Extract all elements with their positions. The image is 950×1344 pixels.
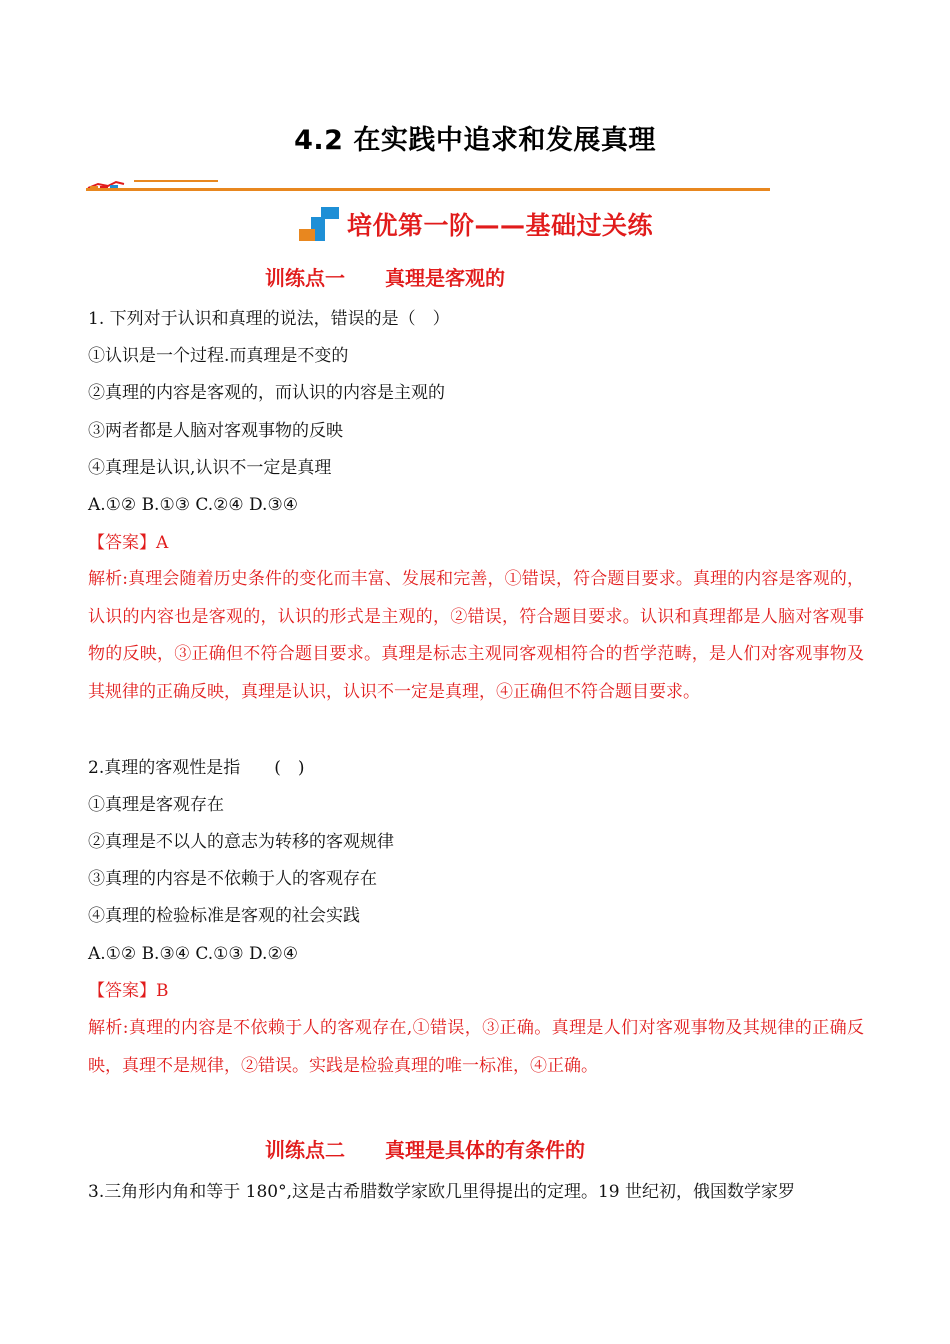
question-1-option-1: ①认识是一个过程.而真理是不变的 xyxy=(88,346,349,366)
question-2-option-1: ①真理是客观存在 xyxy=(88,795,224,815)
question-2-option-4: ④真理的检验标准是客观的社会实践 xyxy=(88,906,360,926)
header-rule xyxy=(86,176,770,196)
section-topic: 真理是具体的有条件的 xyxy=(385,1138,585,1162)
question-1-option-3: ③两者都是人脑对客观事物的反映 xyxy=(88,421,343,441)
section-topic: 真理是客观的 xyxy=(385,266,505,290)
header-rule-main xyxy=(86,188,770,191)
document-title: 4.2 在实践中追求和发展真理 xyxy=(294,125,656,156)
question-1-stem: 1. 下列对于认识和真理的说法，错误的是（ ） xyxy=(88,309,450,329)
question-1-answer: 【答案】A xyxy=(88,533,169,553)
question-2-option-3: ③真理的内容是不依赖于人的客观存在 xyxy=(88,869,377,889)
section-label: 训练点二 xyxy=(265,1138,345,1162)
section-heading-2 xyxy=(265,1134,585,1163)
question-3-stem: 3.三角形内角和等于 180°,这是古希腊数学家欧几里得提出的定理。19 世纪初，俄国数学家罗 xyxy=(88,1182,796,1202)
tier-heading xyxy=(0,206,950,250)
section-heading-1 xyxy=(265,262,505,291)
question-2-answer: 【答案】B xyxy=(88,981,169,1001)
question-2-stem: 2.真理的客观性是指 ( ) xyxy=(88,758,305,778)
stairs-icon xyxy=(297,207,341,241)
question-1-option-4: ④真理是认识,认识不一定是真理 xyxy=(88,458,332,478)
question-1-option-2: ②真理的内容是客观的，而认识的内容是主观的 xyxy=(88,383,445,403)
question-1-analysis: 解析:真理会随着历史条件的变化而丰富、发展和完善，①错误，符合题目要求。真理的内容是客观的，认识的内容也是客观的，认识的形式是主观的，②错误，符合题目要求。认识和真理都是人脑对客观事物的反映，③正确但不符合题目要求。真理是标志主观同客观相符合的哲学范畴，是人们对客观事物及其规律的正确反映，真理是认识，认识不一定是真理，④正确但不符合题目要求。 xyxy=(88,569,864,702)
tier-heading-text: 培优第一阶——基础过关练 xyxy=(346,211,653,240)
header-rule-short xyxy=(134,180,218,182)
question-2-option-2: ②真理是不以人的意志为转移的客观规律 xyxy=(88,832,394,852)
section-label: 训练点一 xyxy=(265,266,345,290)
question-1-choices: A.①② B.①③ C.②④ D.③④ xyxy=(88,495,298,515)
question-2-choices: A.①② B.③④ C.①③ D.②④ xyxy=(88,944,298,964)
question-2-analysis: 解析:真理的内容是不依赖于人的客观存在,①错误，③正确。真理是人们对客观事物及其规律的正确反映，真理不是规律，②错误。实践是检验真理的唯一标准，④正确。 xyxy=(88,1018,864,1076)
